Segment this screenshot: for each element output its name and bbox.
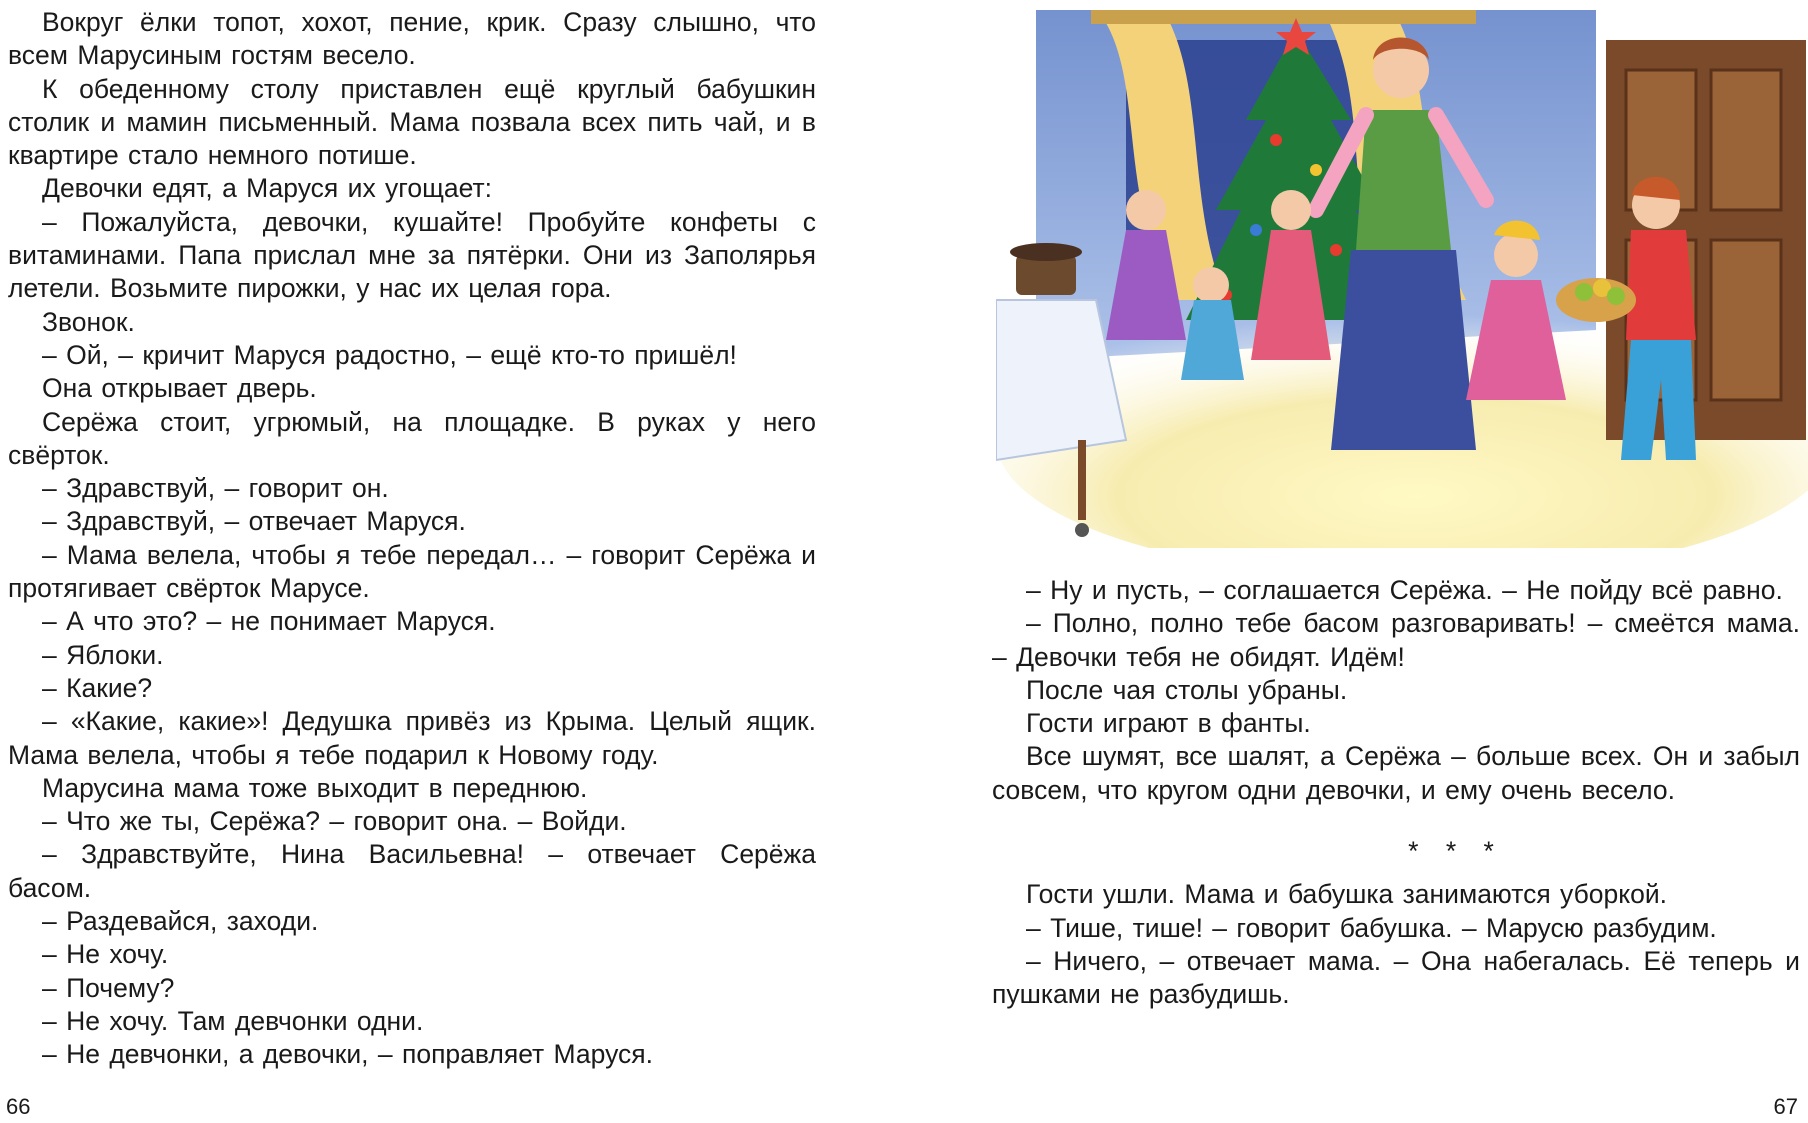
paragraph: – Почему? bbox=[42, 972, 175, 1003]
right-page-text bbox=[992, 574, 1800, 1012]
paragraph: – Не хочу. bbox=[42, 939, 169, 970]
paragraph: Гости ушли. Мама и бабушка занимаются уборкой. bbox=[1026, 879, 1668, 910]
paragraph: Гости играют в фанты. bbox=[1026, 708, 1311, 739]
paragraph: – Какие? bbox=[42, 672, 153, 703]
paragraph: Девочки едят, а Маруся их угощает: bbox=[42, 173, 493, 204]
paragraph: К обеденному столу приставлен ещё круглый бабушкин столик и мамин письменный. Мама позвала всех пить чай, и в квартире стало немного потише. bbox=[8, 73, 816, 171]
paragraph: – Мама велела, чтобы я тебе передал… – говорит Серёжа и протягивает свёрток Марусе. bbox=[8, 539, 816, 604]
page-number: 67 bbox=[1773, 1094, 1798, 1119]
paragraph: – Не девчонки, а девочки, – поправляет Маруся. bbox=[42, 1039, 654, 1070]
paragraph: – Яблоки. bbox=[42, 639, 164, 670]
paragraph: – Ой, – кричит Маруся радостно, – ещё кто-то пришёл! bbox=[42, 339, 737, 370]
page-number: 66 bbox=[6, 1094, 31, 1119]
paragraph: – Полно, полно тебе басом разговаривать! – смеётся мама. – Девочки тебя не обидят. Идём! bbox=[992, 608, 1800, 672]
paragraph: Марусина мама тоже выходит в переднюю. bbox=[42, 772, 588, 803]
section-separator: * * * bbox=[1408, 836, 1504, 867]
paragraph: Все шумят, все шалят, а Серёжа – больше всех. Он и забыл совсем, что кругом одни девочки, и ему очень весело. bbox=[992, 741, 1800, 805]
paragraph: – Ничего, – отвечает мама. – Она набегалась. Её теперь и пушками не разбудишь. bbox=[992, 945, 1800, 1010]
paragraph: – «Какие, какие»! Дедушка привёз из Крыма. Целый ящик. Мама велела, чтобы я тебе подарил к Новому году. bbox=[8, 706, 816, 770]
paragraph: – Что же ты, Серёжа? – говорит она. – Войди. bbox=[42, 806, 627, 837]
paragraph: – Здравствуй, – говорит он. bbox=[42, 473, 389, 504]
paragraph: – Пожалуйста, девочки, кушайте! Пробуйте конфеты с витаминами. Папа прислал мне за пятёрки. Они из Заполярья летели. Возьмите пирожки, у нас их целая гора. bbox=[8, 206, 816, 304]
paragraph: – Не хочу. Там девчонки одни. bbox=[42, 1005, 424, 1036]
paragraph: – Ну и пусть, – соглашается Серёжа. – Не пойду всё равно. bbox=[1026, 575, 1783, 605]
paragraph: – Раздевайся, заходи. bbox=[42, 906, 319, 937]
paragraph: Серёжа стоит, угрюмый, на площадке. В руках у него свёрток. bbox=[8, 406, 816, 470]
paragraph: Звонок. bbox=[42, 306, 135, 337]
paragraph: – А что это? – не понимает Маруся. bbox=[42, 606, 496, 637]
paragraph: После чая столы убраны. bbox=[1026, 674, 1348, 705]
paragraph: Она открывает дверь. bbox=[42, 373, 317, 404]
paragraph: Вокруг ёлки топот, хохот, пение, крик. Сразу слышно, что всем Марусиным гостям весело. bbox=[8, 7, 816, 71]
paragraph: – Здравствуй, – отвечает Маруся. bbox=[42, 506, 466, 537]
left-page-text bbox=[8, 6, 816, 1072]
christmas-party-illustration bbox=[996, 0, 1808, 548]
right-page bbox=[904, 0, 1808, 1123]
paragraph: – Тише, тише! – говорит бабушка. – Марусю разбудим. bbox=[1026, 912, 1717, 943]
paragraph: – Здравствуйте, Нина Васильевна! – отвечает Серёжа басом. bbox=[8, 839, 816, 903]
